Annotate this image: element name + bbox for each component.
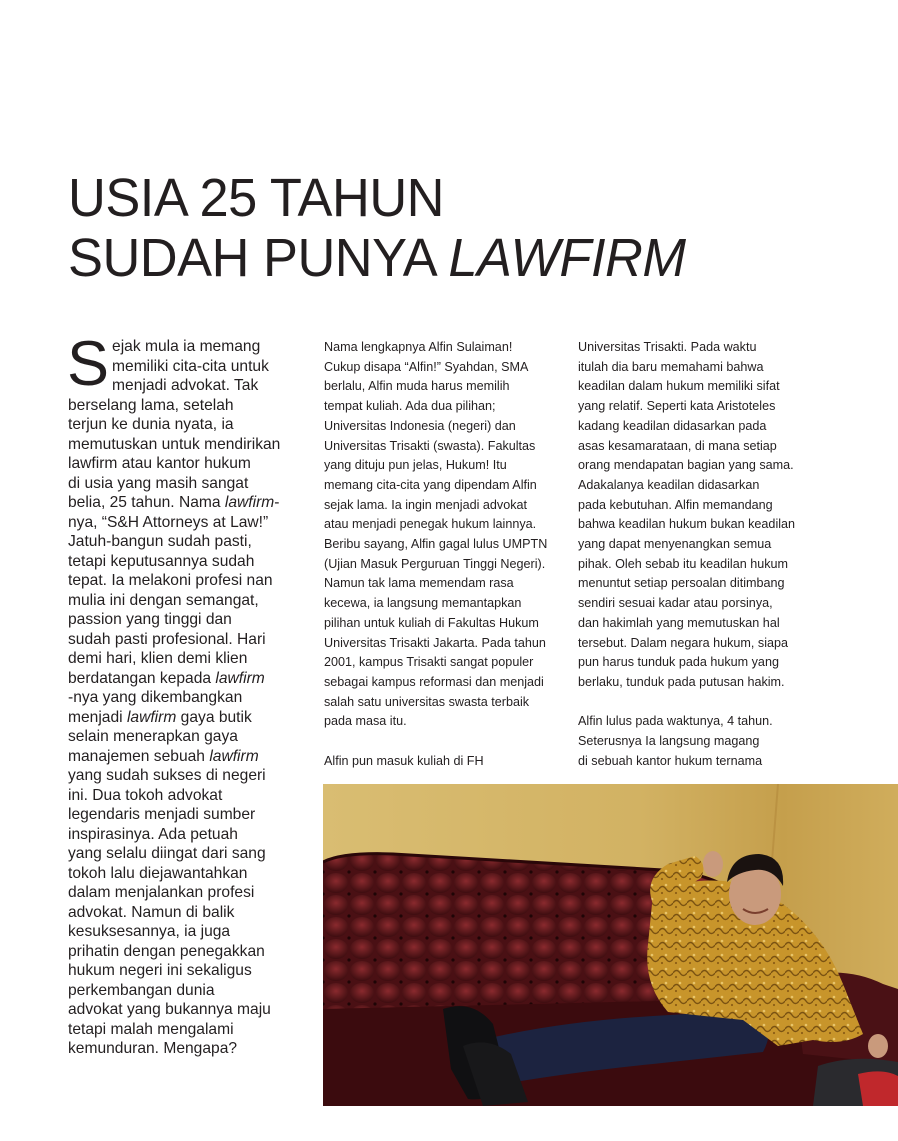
text-line: yang dapat menyenangkan semua — [578, 537, 772, 552]
text-line: sudah pasti profesional. Hari — [68, 630, 266, 648]
paragraph — [324, 752, 569, 772]
text-line: sejak lama. Ia ingin menjadi advokat — [324, 497, 528, 512]
text-line: advokat. Namun di balik — [68, 903, 235, 921]
text-line: perkembangan dunia — [68, 981, 215, 999]
paragraph — [578, 712, 818, 771]
text-line: Alfin lulus pada waktunya, 4 tahun. — [578, 714, 773, 729]
text-line: tepat. Ia melakoni profesi nan — [68, 572, 273, 589]
article-headline — [68, 168, 686, 288]
paragraph — [324, 338, 569, 732]
text-line: manajemen sebuah lawfirm — [68, 747, 259, 765]
text-line: salah satu universitas swasta terbaik — [324, 694, 530, 709]
text-line: pihak. Oleh sebab itu keadilan hukum — [578, 556, 789, 571]
text-line: Beribu sayang, Alfin gagal lulus UMPTN — [324, 537, 548, 552]
text-line: kemunduran. Mengapa? — [68, 1040, 238, 1057]
text-line: Alfin pun masuk kuliah di FH — [324, 753, 484, 768]
photo-illustration — [323, 784, 898, 1106]
text-line: yang selalu diingat dari sang — [68, 845, 266, 862]
text-line: kecewa, ia langsung memantapkan — [324, 596, 522, 611]
text-line: tersebut. Dalam negara hukum, siapa — [578, 635, 789, 650]
text-line: advokat yang bukannya maju — [68, 1001, 271, 1018]
text-line: sebagai kampus reformasi dan menjadi — [324, 674, 544, 689]
text-line: dan hakimlah yang memutuskan hal — [578, 615, 780, 630]
text-line: kadang keadilan didasarkan pada — [578, 418, 767, 433]
text-line: memutuskan untuk mendirikan — [68, 435, 281, 453]
text-line: menjadi lawfirm gaya butik — [68, 708, 252, 726]
text-line: atau menjadi penegak hukum lainnya. — [324, 517, 537, 532]
text-line: menuntut setiap persoalan ditimbang — [578, 576, 785, 591]
text-line: keadilan dalam hukum memiliki sifat — [578, 379, 780, 394]
text-line: tetapi keputusannya sudah — [68, 552, 255, 570]
text-line: Universitas Indonesia (negeri) dan — [324, 418, 516, 433]
headline-line-2: SUDAH PUNYA LAWFIRM — [68, 228, 686, 288]
text-line: belia, 25 tahun. Nama lawfirm- — [68, 494, 280, 511]
text-line: di sebuah kantor hukum ternama — [578, 753, 763, 768]
text-line: Seterusnya Ia langsung magang — [578, 734, 760, 749]
text-line: menjadi advokat. Tak — [112, 377, 259, 394]
text-line: Cukup disapa “Alfin!” Syahdan, SMA — [324, 359, 529, 374]
text-line: asas kesamarataan, di mana setiap — [578, 438, 777, 453]
text-line: Nama lengkapnya Alfin Sulaiman! — [324, 340, 513, 354]
text-line: pada kebutuhan. Alfin memandang — [578, 497, 773, 512]
text-line: inspirasinya. Ada petuah — [68, 825, 238, 843]
text-line: pilihan untuk kuliah di Fakultas Hukum — [324, 615, 539, 630]
text-line: kesuksesannya, ia juga — [68, 923, 231, 940]
text-line: berdatangan kepada lawfirm — [68, 669, 265, 687]
text-line: pada masa itu. — [324, 714, 407, 729]
text-line: berlalu, Alfin muda harus memilih — [324, 379, 510, 394]
article-column-2 — [324, 338, 569, 791]
text-line: tetapi malah mengalami — [68, 1020, 234, 1038]
text-line: legendaris menjadi sumber — [68, 806, 256, 823]
text-line: (Ujian Masuk Perguruan Tinggi Negeri). — [324, 556, 546, 571]
text-line: Namun tak lama memendam rasa — [324, 576, 514, 591]
text-line: itulah dia baru memahami bahwa — [578, 359, 764, 374]
text-line: prihatin dengan penegakkan — [68, 942, 265, 960]
headline-line-1: USIA 25 TAHUN — [68, 168, 445, 228]
text-line: yang relatif. Seperti kata Aristoteles — [578, 399, 776, 414]
drop-cap: S — [67, 329, 110, 399]
text-line: sendiri sesuai kadar atau porsinya, — [578, 596, 773, 611]
text-line: orang mendapatan bagian yang sama. — [578, 458, 794, 473]
article-column-1 — [67, 329, 313, 1059]
text-line: Jatuh-bangun sudah pasti, — [68, 533, 252, 550]
text-line: pun harus tunduk pada hukum yang — [578, 655, 779, 670]
text-line: 2001, kampus Trisakti sangat populer — [324, 655, 534, 670]
text-line: -nya yang dikembangkan — [68, 689, 243, 706]
text-line: bahwa keadilan hukum bukan keadilan — [578, 517, 796, 532]
paragraph — [578, 338, 818, 693]
text-line: yang dituju pun jelas, Hukum! Itu — [324, 458, 507, 473]
headline-italic-word: LAWFIRM — [448, 228, 686, 288]
text-line: yang sudah sukses di negeri — [68, 767, 266, 784]
text-line: memang cita-cita yang dipendam Alfin — [324, 477, 537, 492]
text-line: tokoh lalu diejawantahkan — [68, 864, 248, 882]
text-line: dalam menjalankan profesi — [68, 884, 255, 901]
text-line: lawfirm atau kantor hukum — [68, 455, 251, 472]
text-line: berlaku, tunduk pada putusan hakim. — [578, 674, 785, 689]
text-line: berselang lama, setelah — [68, 396, 234, 414]
text-line: Universitas Trisakti Jakarta. Pada tahun — [324, 635, 546, 650]
text-line: nya, “S&H Attorneys at Law!” — [68, 513, 269, 531]
article-photo — [323, 784, 898, 1106]
text-line: selain menerapkan gaya — [68, 728, 238, 745]
text-line: tempat kuliah. Ada dua pilihan; — [324, 399, 496, 414]
text-line: Universitas Trisakti. Pada waktu — [578, 340, 757, 354]
article-column-3 — [578, 338, 818, 791]
text-line: passion yang tinggi dan — [68, 611, 232, 628]
text-line: Universitas Trisakti (swasta). Fakultas — [324, 438, 536, 453]
text-line: demi hari, klien demi klien — [68, 650, 248, 667]
text-line: mulia ini dengan semangat, — [68, 591, 259, 609]
text-line: memiliki cita-cita untuk — [112, 357, 269, 375]
text-line: ini. Dua tokoh advokat — [68, 786, 223, 804]
text-line: terjun ke dunia nyata, ia — [68, 416, 234, 433]
text-line: di usia yang masih sangat — [68, 474, 249, 492]
text-line: Adakalanya keadilan didasarkan — [578, 477, 760, 492]
text-line: ejak mula ia memang — [112, 338, 261, 355]
text-line: hukum negeri ini sekaligus — [68, 962, 252, 979]
